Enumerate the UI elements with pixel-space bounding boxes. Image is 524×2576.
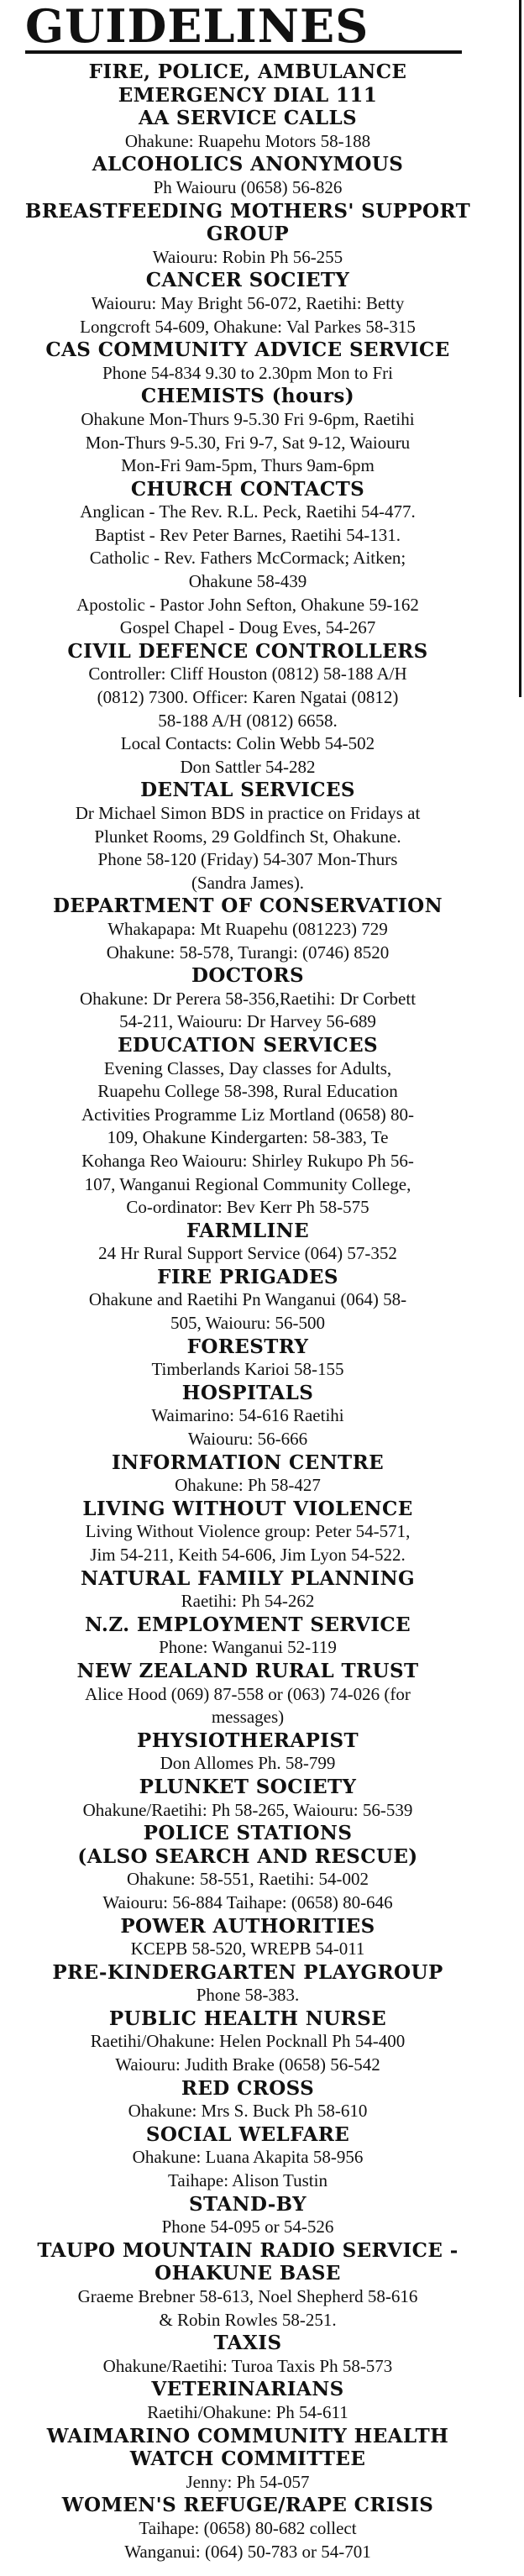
entry-heading: INFORMATION CENTRE	[111, 1451, 385, 1474]
directory-entry	[18, 1382, 477, 1451]
entry-detail: Evening Classes, Day classes for Adults,	[103, 1057, 392, 1078]
entry-heading: WAIMARINO COMMUNITY HEALTH	[46, 2424, 449, 2447]
entry-detail: Jenny: Ph 54-057	[186, 2471, 310, 2492]
entry-detail: 58-188 A/H (0812) 6658.	[158, 710, 338, 731]
directory-entry	[18, 1822, 477, 1914]
entry-detail: KCEPB 58-520, WREPB 54-011	[130, 1939, 365, 1960]
entry-heading: PUBLIC HEALTH NURSE	[108, 2007, 387, 2030]
entry-heading: RED CROSS	[181, 2076, 315, 2100]
entry-detail: Co-ordinator: Bev Kerr Ph 58-575	[126, 1197, 369, 1218]
entry-detail: Ohakune Mon-Thurs 9-5.30 Fri 9-6pm, Raetihi	[81, 408, 415, 429]
directory-entry	[18, 1961, 477, 2007]
entry-detail: Ohakune: Ruapehu Motors 58-188	[124, 130, 371, 151]
entry-detail: Timberlands Karioi 58-155	[151, 1359, 344, 1380]
directory-entry	[18, 153, 477, 199]
entry-heading: FORESTRY	[186, 1335, 309, 1358]
entry-heading: (ALSO SEARCH AND RESCUE)	[77, 1844, 418, 1868]
directory-entry	[18, 269, 477, 338]
directory-entry	[18, 1266, 477, 1335]
entry-detail: Ph Waiouru (0658) 56-826	[153, 176, 343, 197]
entry-heading: WATCH COMMITTEE	[129, 2447, 366, 2471]
entry-detail: Ohakune: 58-551, Raetihi: 54-002	[126, 1869, 369, 1890]
entry-heading: CAS COMMUNITY ADVICE SERVICE	[45, 338, 450, 362]
directory-entry	[18, 2123, 477, 2193]
entry-detail: Longcroft 54-609, Ohakune: Val Parkes 58-315	[80, 316, 416, 337]
entry-heading: POWER AUTHORITIES	[120, 1914, 375, 1938]
entry-detail: Controller: Cliff Houston (0812) 58-188 A/H	[88, 664, 407, 685]
entry-detail: Ohakune/Raetihi: Turoa Taxis Ph 58-573	[102, 2355, 393, 2376]
entry-detail: Raetihi: Ph 54-262	[181, 1591, 315, 1612]
directory-entry	[18, 2332, 477, 2378]
directory-entry	[18, 1034, 477, 1220]
directory-entry	[18, 895, 477, 964]
entry-heading: OHAKUNE BASE	[155, 2262, 341, 2285]
column-divider	[519, 0, 521, 697]
entry-heading: GROUP	[206, 223, 290, 246]
directory-entry	[18, 2494, 477, 2563]
entry-heading: DENTAL SERVICES	[140, 779, 355, 802]
entry-heading: FIRE, POLICE, AMBULANCE	[88, 60, 407, 83]
directory-entry	[18, 60, 477, 153]
entry-detail: Phone: Wanganui 52-119	[159, 1637, 337, 1658]
entry-heading: POLICE STATIONS	[143, 1822, 353, 1845]
entry-detail: Mon-Fri 9am-5pm, Thurs 9am-6pm	[121, 455, 375, 476]
directory-entry	[18, 1776, 477, 1822]
entry-detail: Waimarino: 54-616 Raetihi	[151, 1405, 344, 1426]
entry-detail: 24 Hr Rural Support Service (064) 57-352	[98, 1243, 397, 1264]
entry-detail: Kohanga Reo Waiouru: Shirley Rukupo Ph 56-	[81, 1150, 414, 1171]
entry-detail: Catholic - Rev. Fathers McCormack; Aitken;	[89, 548, 406, 569]
entry-detail: Mon-Thurs 9-5.30, Fri 9-7, Sat 9-12, Waiouru	[85, 432, 411, 453]
directory-entry	[18, 640, 477, 779]
entry-detail: Anglican - The Rev. R.L. Peck, Raetihi 54-477.	[80, 501, 416, 522]
entry-heading: CIVIL DEFENCE CONTROLLERS	[67, 639, 428, 663]
entry-detail: Phone 54-834 9.30 to 2.30pm Mon to Fri	[102, 362, 393, 383]
entry-detail: Phone 58-120 (Friday) 54-307 Mon-Thurs	[97, 849, 398, 870]
entry-heading: EDUCATION SERVICES	[117, 1033, 379, 1057]
entry-detail: 107, Wanganui Regional Community College,	[84, 1173, 411, 1194]
directory-entry	[18, 1451, 477, 1498]
entry-detail: Ohakune: 58-578, Turangi: (0746) 8520	[106, 942, 390, 963]
entry-heading: DEPARTMENT OF CONSERVATION	[52, 895, 443, 918]
directory-entry	[18, 2007, 477, 2077]
directory-entry	[18, 1729, 477, 1776]
entry-heading: VETERINARIANS	[151, 2378, 344, 2401]
entry-detail: Ohakune: Dr Perera 58-356,Raetihi: Dr Corbett	[79, 988, 417, 1009]
entry-heading: CHURCH CONTACTS	[130, 477, 365, 501]
directory-listing	[18, 60, 477, 2563]
entry-detail: Alice Hood (069) 87-558 or (063) 74-026 (for	[85, 1683, 411, 1704]
entry-heading: EMERGENCY DIAL 111	[118, 83, 378, 107]
entry-heading: CHEMISTS (hours)	[140, 385, 355, 408]
entry-heading: PLUNKET SOCIETY	[139, 1775, 357, 1798]
masthead	[25, 2, 462, 54]
entry-detail: Phone 54-095 or 54-526	[161, 2217, 334, 2238]
entry-heading: STAND-BY	[189, 2192, 307, 2216]
directory-entry	[18, 385, 477, 477]
directory-entry	[18, 1335, 477, 1382]
entry-detail: (0812) 7300. Officer: Karen Ngatai (0812)	[97, 687, 399, 708]
entry-heading: ALCOHOLICS ANONYMOUS	[92, 153, 404, 176]
directory-entry	[18, 964, 477, 1034]
page-title: GUIDELINES	[25, 0, 369, 53]
directory-entry	[18, 2378, 477, 2424]
entry-detail: Activities Programme Liz Mortland (0658) 80-	[81, 1104, 414, 1125]
entry-heading: LIVING WITHOUT VIOLENCE	[82, 1497, 413, 1520]
directory-entry	[18, 1613, 477, 1660]
entry-heading: FARMLINE	[186, 1219, 310, 1242]
entry-detail: Taihape: (0658) 80-682 collect	[139, 2517, 357, 2538]
entry-heading: TAXIS	[213, 2332, 282, 2355]
entry-heading: FIRE PRIGADES	[157, 1265, 338, 1288]
entry-detail: Waiouru: 56-884 Taihape: (0658) 80-646	[102, 1891, 393, 1912]
entry-detail: Phone 58-383.	[196, 1985, 300, 2006]
entry-detail: Ohakune: Ph 58-427	[175, 1475, 321, 1496]
entry-heading: CANCER SOCIETY	[145, 269, 350, 292]
entry-heading: WOMEN'S REFUGE/RAPE CRISIS	[61, 2494, 434, 2517]
entry-detail: Ohakune/Raetihi: Ph 58-265, Waiouru: 56-539	[82, 1799, 413, 1820]
directory-entry	[18, 779, 477, 895]
directory-entry	[18, 1915, 477, 1961]
entry-detail: 54-211, Waiouru: Dr Harvey 56-689	[119, 1011, 376, 1032]
entry-heading: PHYSIOTHERAPIST	[137, 1729, 359, 1752]
entry-detail: (Sandra James).	[191, 872, 305, 893]
entry-detail: Plunket Rooms, 29 Goldfinch St, Ohakune.	[94, 826, 401, 847]
entry-detail: 505, Waiouru: 56-500	[170, 1313, 325, 1334]
directory-entry	[18, 200, 477, 270]
entry-heading: NATURAL FAMILY PLANNING	[80, 1566, 416, 1590]
entry-heading: SOCIAL WELFARE	[145, 2122, 350, 2146]
entry-detail: Raetihi/Ohakune: Helen Pocknall Ph 54-400	[90, 2031, 406, 2052]
entry-detail: Ohakune 58-439	[188, 571, 307, 592]
entry-detail: Whakapapa: Mt Ruapehu (081223) 729	[107, 918, 388, 939]
directory-entry	[18, 338, 477, 385]
entry-heading: HOSPITALS	[181, 1381, 314, 1404]
entry-detail: Baptist - Rev Peter Barnes, Raetihi 54-131.	[95, 524, 401, 545]
directory-entry	[18, 2425, 477, 2495]
entry-detail: Living Without Violence group: Peter 54-571,	[85, 1521, 411, 1542]
entry-heading: NEW ZEALAND RURAL TRUST	[76, 1659, 419, 1682]
entry-heading: AA SERVICE CALLS	[138, 107, 358, 130]
entry-detail: Ruapehu College 58-398, Rural Education	[97, 1081, 398, 1102]
entry-detail: messages)	[211, 1707, 285, 1728]
directory-entry	[18, 1498, 477, 1567]
entry-detail: Ohakune: Luana Akapita 58-956	[132, 2147, 364, 2168]
entry-detail: Waiouru: Judith Brake (0658) 56-542	[115, 2054, 380, 2075]
entry-heading: PRE-KINDERGARTEN PLAYGROUP	[52, 1960, 443, 1984]
entry-heading: N.Z. EMPLOYMENT SERVICE	[84, 1613, 411, 1636]
directory-entry	[18, 1660, 477, 1729]
entry-detail: Apostolic - Pastor John Sefton, Ohakune 59-162	[76, 594, 419, 615]
entry-detail: Dr Michael Simon BDS in practice on Fridays at	[75, 803, 421, 823]
directory-entry	[18, 2239, 477, 2332]
entry-detail: Local Contacts: Colin Webb 54-502	[120, 733, 375, 754]
directory-entry	[18, 2077, 477, 2123]
entry-heading: TAUPO MOUNTAIN RADIO SERVICE -	[37, 2238, 458, 2262]
directory-entry	[18, 1220, 477, 1266]
entry-detail: Don Allomes Ph. 58-799	[160, 1753, 336, 1774]
entry-detail: Taihape: Alison Tustin	[168, 2170, 328, 2191]
entry-detail: Jim 54-211, Keith 54-606, Jim Lyon 54-522.	[90, 1545, 406, 1565]
entry-detail: Wanganui: (064) 50-783 or 54-701	[124, 2541, 371, 2562]
entry-detail: Ohakune and Raetihi Pn Wanganui (064) 58-	[88, 1289, 407, 1310]
directory-entry	[18, 478, 477, 640]
entry-heading: BREASTFEEDING MOTHERS' SUPPORT	[24, 199, 471, 223]
entry-heading: DOCTORS	[191, 964, 304, 988]
entry-detail: Don Sattler 54-282	[180, 756, 316, 777]
entry-detail: Graeme Brebner 58-613, Noel Shepherd 58-616	[77, 2286, 418, 2306]
entry-detail: Waiouru: May Bright 56-072, Raetihi: Betty	[91, 292, 405, 313]
entry-detail: 109, Ohakune Kindergarten: 58-383, Te	[107, 1127, 389, 1148]
directory-entry	[18, 2193, 477, 2239]
directory-entry	[18, 1567, 477, 1613]
entry-detail: Raetihi/Ohakune: Ph 54-611	[147, 2401, 348, 2422]
entry-detail: & Robin Rowles 58-251.	[159, 2309, 337, 2330]
entry-detail: Waiouru: Robin Ph 56-255	[152, 246, 343, 267]
entry-detail: Ohakune: Mrs S. Buck Ph 58-610	[128, 2101, 368, 2122]
entry-detail: Waiouru: 56-666	[187, 1429, 308, 1450]
entry-detail: Gospel Chapel - Doug Eves, 54-267	[119, 617, 376, 638]
